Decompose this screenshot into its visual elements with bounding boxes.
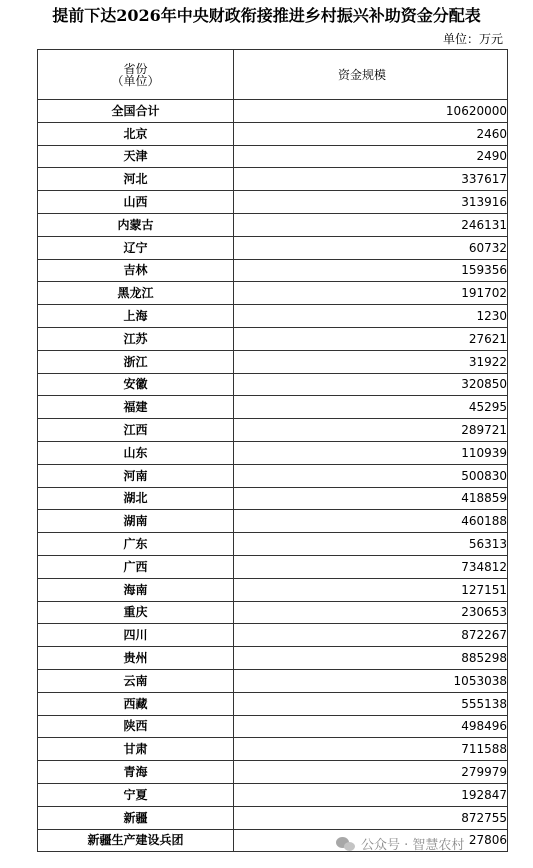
province-cell: 浙江 [38,350,234,373]
province-cell: 新疆生产建设兵团 [38,829,234,852]
table-body [38,100,508,852]
province-cell: 吉林 [38,259,234,282]
table-row [38,145,508,168]
province-cell: 安徽 [38,373,234,396]
amount-cell: 1230 [234,305,508,328]
amount-cell: 460188 [234,510,508,533]
table-row [38,122,508,145]
province-cell: 山东 [38,441,234,464]
header-province [38,50,234,100]
amount-cell: 289721 [234,419,508,442]
watermark-text: 公众号 · 智慧农村 [361,838,465,853]
amount-cell: 734812 [234,555,508,578]
table-row [38,396,508,419]
amount-cell: 56313 [234,533,508,556]
table-row [38,373,508,396]
table-row [38,692,508,715]
amount-cell: 498496 [234,715,508,738]
province-cell: 湖南 [38,510,234,533]
amount-cell: 192847 [234,783,508,806]
province-cell: 重庆 [38,601,234,624]
table-row [38,327,508,350]
table-row [38,510,508,533]
table-row [38,213,508,236]
province-cell: 黑龙江 [38,282,234,305]
province-cell: 河南 [38,464,234,487]
table-row [38,236,508,259]
amount-cell: 159356 [234,259,508,282]
table-row [38,441,508,464]
table-row [38,578,508,601]
amount-cell: 110939 [234,441,508,464]
total-value: 10620000 [234,100,508,123]
table-header-row [38,50,508,100]
province-cell: 山西 [38,191,234,214]
total-row [38,100,508,123]
table-row [38,555,508,578]
province-cell: 内蒙古 [38,213,234,236]
table-row [38,715,508,738]
province-cell: 宁夏 [38,783,234,806]
table-row [38,259,508,282]
amount-cell: 31922 [234,350,508,373]
amount-cell: 418859 [234,487,508,510]
province-cell: 海南 [38,578,234,601]
table-row [38,669,508,692]
header-province-line2: （单位） [111,73,160,88]
province-cell: 福建 [38,396,234,419]
table-row [38,191,508,214]
table-row [38,282,508,305]
province-cell: 新疆 [38,806,234,829]
amount-cell: 711588 [234,738,508,761]
amount-cell: 45295 [234,396,508,419]
table-row [38,624,508,647]
table-row [38,305,508,328]
amount-cell: 279979 [234,761,508,784]
amount-cell: 872267 [234,624,508,647]
amount-cell: 27621 [234,327,508,350]
province-cell: 甘肃 [38,738,234,761]
header-province-line1: 省份 [123,61,148,76]
amount-cell: 127151 [234,578,508,601]
page-title: 提前下达2026年中央财政衔接推进乡村振兴补助资金分配表 [52,6,481,25]
province-cell: 湖北 [38,487,234,510]
province-cell: 江苏 [38,327,234,350]
table-row [38,601,508,624]
amount-cell: 555138 [234,692,508,715]
amount-cell: 872755 [234,806,508,829]
province-cell: 上海 [38,305,234,328]
table-row [38,647,508,670]
province-cell: 青海 [38,761,234,784]
amount-cell: 1053038 [234,669,508,692]
table-row [38,761,508,784]
province-cell: 贵州 [38,647,234,670]
table-row [38,350,508,373]
table-row [38,738,508,761]
province-cell: 云南 [38,669,234,692]
amount-cell: 2490 [234,145,508,168]
table-row [38,419,508,442]
amount-cell: 246131 [234,213,508,236]
province-cell: 辽宁 [38,236,234,259]
table-row [38,533,508,556]
allocation-table [37,49,508,852]
amount-cell: 191702 [234,282,508,305]
amount-cell: 60732 [234,236,508,259]
amount-cell: 885298 [234,647,508,670]
table-row [38,806,508,829]
amount-cell: 337617 [234,168,508,191]
table-row [38,783,508,806]
amount-cell: 320850 [234,373,508,396]
province-cell: 天津 [38,145,234,168]
province-cell: 四川 [38,624,234,647]
province-cell: 陕西 [38,715,234,738]
total-label: 全国合计 [38,100,234,123]
province-cell: 广东 [38,533,234,556]
wechat-icon [336,836,356,852]
amount-cell: 500830 [234,464,508,487]
province-cell: 广西 [38,555,234,578]
province-cell: 江西 [38,419,234,442]
province-cell: 北京 [38,122,234,145]
table-row [38,464,508,487]
amount-cell: 230653 [234,601,508,624]
table-row [38,487,508,510]
province-cell: 西藏 [38,692,234,715]
header-amount: 资金规模 [234,50,508,100]
watermark [336,834,464,853]
unit-label: 单位：万元 [442,32,503,46]
table-row [38,168,508,191]
amount-cell: 27806 [234,829,508,852]
amount-cell: 2460 [234,122,508,145]
amount-cell: 313916 [234,191,508,214]
province-cell: 河北 [38,168,234,191]
